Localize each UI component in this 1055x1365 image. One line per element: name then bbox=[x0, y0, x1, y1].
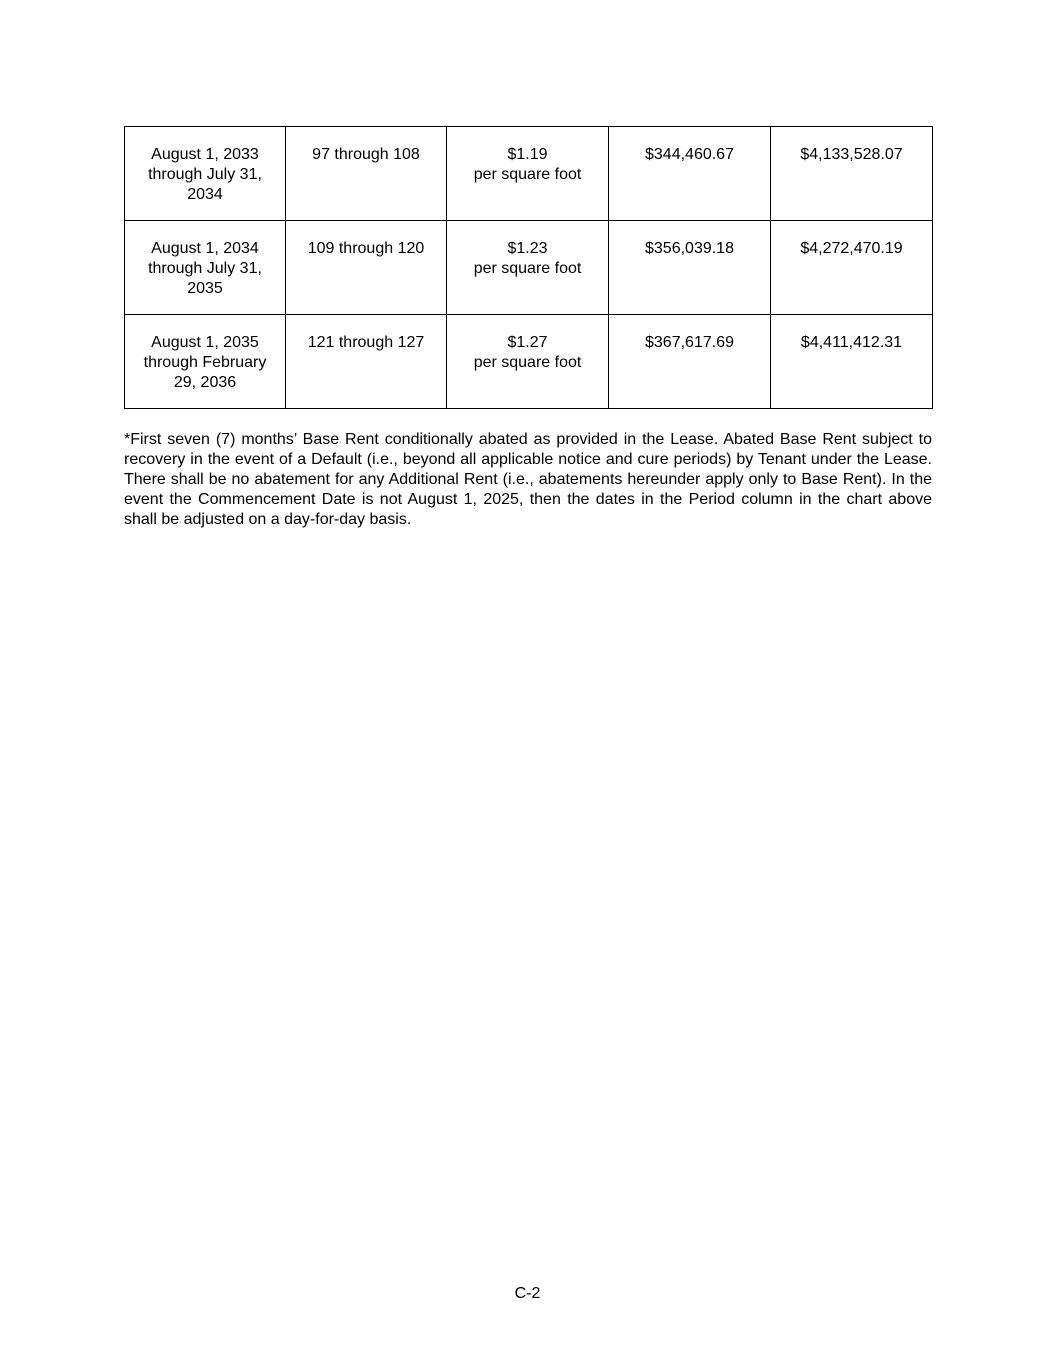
rate-value: $1.19 bbox=[507, 146, 548, 163]
rate-value: $1.23 bbox=[507, 240, 548, 257]
period-line: August 1, 2034 bbox=[151, 240, 259, 257]
period-line: August 1, 2033 bbox=[151, 146, 259, 163]
annual-rent-cell: $4,411,412.31 bbox=[771, 315, 933, 409]
annual-rent-cell: $4,133,528.07 bbox=[771, 127, 933, 221]
period-cell bbox=[125, 127, 286, 221]
rate-unit: per square foot bbox=[473, 260, 582, 277]
table-row bbox=[125, 221, 933, 315]
period-line: through February bbox=[143, 354, 267, 371]
rate-cell bbox=[447, 127, 609, 221]
period-line: 2035 bbox=[187, 280, 223, 297]
rate-unit: per square foot bbox=[473, 166, 582, 183]
months-cell: 97 through 108 bbox=[286, 127, 447, 221]
period-line: through July 31, bbox=[148, 166, 262, 183]
months-cell: 109 through 120 bbox=[286, 221, 447, 315]
rent-schedule-table bbox=[124, 126, 933, 409]
monthly-rent-cell: $356,039.18 bbox=[609, 221, 771, 315]
period-line: 2034 bbox=[187, 186, 223, 203]
rate-unit: per square foot bbox=[473, 354, 582, 371]
period-cell bbox=[125, 221, 286, 315]
monthly-rent-cell: $344,460.67 bbox=[609, 127, 771, 221]
period-line: August 1, 2035 bbox=[151, 334, 259, 351]
period-line: through July 31, bbox=[148, 260, 262, 277]
rate-cell bbox=[447, 315, 609, 409]
annual-rent-cell: $4,272,470.19 bbox=[771, 221, 933, 315]
months-cell: 121 through 127 bbox=[286, 315, 447, 409]
page-number: C-2 bbox=[514, 1285, 541, 1302]
monthly-rent-cell: $367,617.69 bbox=[609, 315, 771, 409]
table-row bbox=[125, 127, 933, 221]
period-line: 29, 2036 bbox=[173, 374, 237, 391]
rate-cell bbox=[447, 221, 609, 315]
rate-value: $1.27 bbox=[507, 334, 548, 351]
period-cell bbox=[125, 315, 286, 409]
table-row bbox=[125, 315, 933, 409]
abatement-footnote: *First seven (7) months’ Base Rent conditionally abated as provided in the Lease. Abated Base Rent subject to recovery in the event of a Default (i.e., beyond all applicable notice and cure periods) by Tenant under the Lease. There shall be no abatement for any Additional Rent (i.e., abatements hereunder apply only to Base Rent). In the event the Commencement Date is not August 1, 2025, then the dates in the Period column in the chart above shall be adjusted on a day-for-day basis. bbox=[124, 431, 932, 528]
